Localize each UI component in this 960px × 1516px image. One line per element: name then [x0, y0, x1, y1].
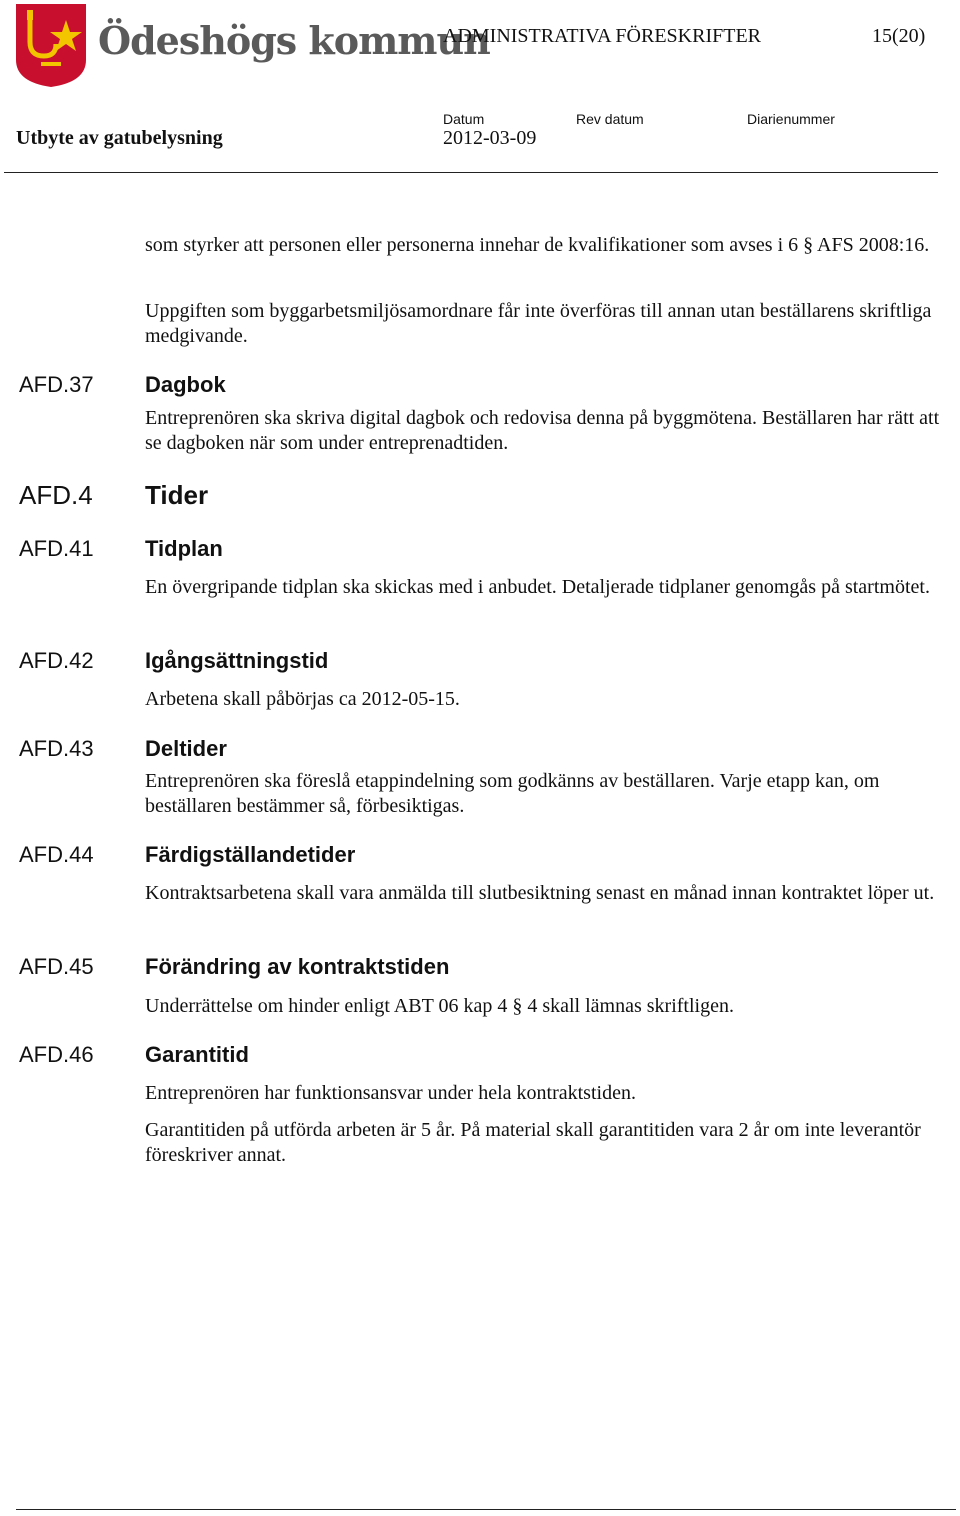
- section-code-afd42: AFD.42: [19, 648, 94, 673]
- section-title-garantitid: Garantitid: [145, 1042, 249, 1067]
- section-title-igangsattningstid: Igångsättningstid: [145, 648, 329, 673]
- doc-title: Utbyte av gatubelysning: [16, 127, 223, 149]
- section-text-igangsattningstid: Arbetena skall påbörjas ca 2012-05-15.: [145, 688, 460, 710]
- section-text-deltider: Entreprenören ska föreslå etappindelning som godkänns av beställaren. Varje etapp kan, om beställaren bestämmer så, förbesiktigas.: [145, 770, 880, 817]
- section-text-fardigstallandetider: Kontraktsarbetena skall vara anmälda till slutbesiktning senast en månad innan kontraktet löper ut.: [145, 882, 935, 904]
- footer-divider: [16, 1509, 956, 1510]
- section-title-dagbok: Dagbok: [145, 372, 226, 397]
- intro-paragraph-1: som styrker att personen eller personerna innehar de kvalifikationer som avses i 6 § AFS 2008:16.: [145, 234, 930, 256]
- section-text-tidplan: En övergripande tidplan ska skickas med i anbudet. Detaljerade tidplaner genomgås på startmötet.: [145, 576, 930, 598]
- datum-label: Datum: [443, 111, 485, 127]
- section-text-garantitid-2: Garantitiden på utförda arbeten är 5 år. På material skall garantitiden vara 2 år om inte leverantör föreskriver annat.: [145, 1119, 921, 1166]
- rev-datum-label: Rev datum: [576, 111, 644, 127]
- section-code-afd43: AFD.43: [19, 736, 94, 761]
- section-text-garantitid-1: Entreprenören har funktionsansvar under hela kontraktstiden.: [145, 1082, 636, 1104]
- datum-value: 2012-03-09: [443, 127, 537, 149]
- municipality-logo: [14, 2, 88, 88]
- section-code-afd37: AFD.37: [19, 372, 94, 397]
- section-title-fardigstallandetider: Färdigställandetider: [145, 842, 356, 867]
- header-divider: [4, 172, 938, 173]
- page-number: 15(20): [872, 25, 926, 47]
- section-title-tider: Tider: [145, 480, 209, 510]
- section-code-afd44: AFD.44: [19, 842, 94, 867]
- section-code-afd45: AFD.45: [19, 954, 94, 979]
- diarienummer-label: Diarienummer: [747, 111, 835, 127]
- section-code-afd46: AFD.46: [19, 1042, 94, 1067]
- section-text-dagbok: Entreprenören ska skriva digital dagbok och redovisa denna på byggmötena. Beställaren har rätt att se dagboken när som under entreprenadtiden.: [145, 407, 940, 454]
- doc-type: ADMINISTRATIVA FÖRESKRIFTER: [443, 25, 762, 47]
- intro-paragraph-2: Uppgiften som byggarbetsmiljösamordnare får inte överföras till annan utan beställarens skriftliga medgivande.: [145, 300, 932, 347]
- section-code-afd41: AFD.41: [19, 536, 94, 561]
- section-title-tidplan: Tidplan: [145, 536, 223, 561]
- section-text-forandring-kontraktstiden: Underrättelse om hinder enligt ABT 06 kap 4 § 4 skall lämnas skriftligen.: [145, 995, 734, 1017]
- section-code-afd4: AFD.4: [19, 480, 93, 510]
- section-title-forandring-kontraktstiden: Förändring av kontraktstiden: [145, 954, 450, 979]
- org-name: Ödeshögs kommun: [98, 18, 490, 63]
- section-title-deltider: Deltider: [145, 736, 227, 761]
